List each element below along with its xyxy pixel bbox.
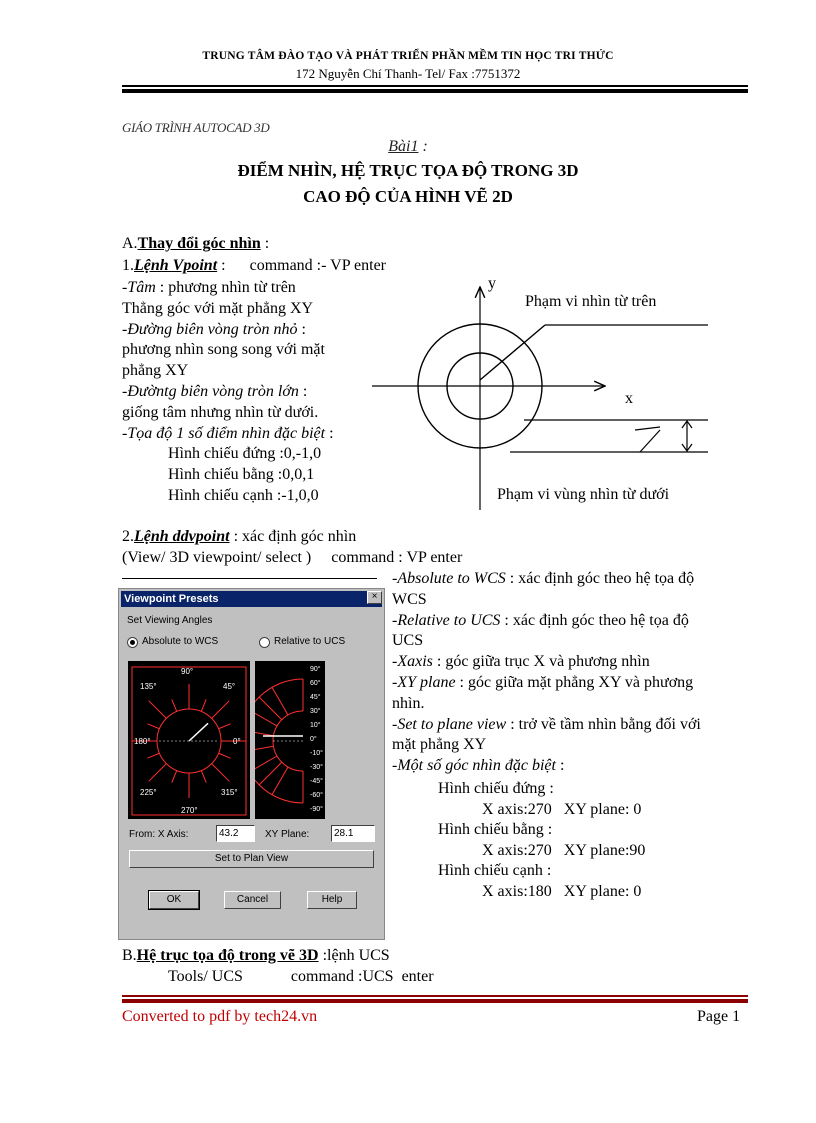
title-line-2: CAO ĐỘ CỦA HÌNH VẼ 2D <box>303 187 513 206</box>
top-range-label: Phạm vi nhìn từ trên <box>525 293 657 310</box>
angle-label: 270° <box>181 806 198 815</box>
angle-label: 45° <box>223 682 236 691</box>
help-button[interactable]: Help <box>307 891 357 909</box>
header-address: 172 Nguyễn Chí Thanh- Tel/ Fax :7751372 <box>295 66 521 81</box>
bottom-range-label: Phạm vi vùng nhìn từ dưới <box>497 486 670 503</box>
xy-plane-angle-picker[interactable] <box>255 661 325 819</box>
ddvpoint-text-line: -Absolute to WCS : xác định góc theo hệ tọa độ <box>392 570 695 587</box>
vpoint-text-line: -Đườntg biên vòng tròn lớn : <box>122 383 308 400</box>
x-label: x <box>625 390 633 407</box>
special-view-name: Hình chiếu đứng : <box>438 780 554 797</box>
ddvpoint-text-line: nhìn. <box>392 694 425 712</box>
x-axis-field[interactable]: 43.2 <box>216 825 255 842</box>
angle-label: 90° <box>181 667 194 676</box>
ddvpoint-text-line: -Set to plane view : trở về tầm nhìn bằng đối với <box>392 715 701 733</box>
header-rule <box>122 85 748 87</box>
angle-label: 0° <box>310 736 317 743</box>
course-title: GIÁO TRÌNH AUTOCAD 3D <box>122 120 270 135</box>
ddvpoint-text-line: -XY plane : góc giữa mặt phẳng XY và phương <box>392 674 694 691</box>
ucs-line: Tools/ UCS command :UCS enter <box>168 968 434 985</box>
ddvpoint-text-line: -Một số góc nhìn đặc biệt : <box>392 757 565 775</box>
angle-label: -30° <box>310 764 323 771</box>
vpoint-text-line: Thẳng góc với mặt phẳng XY <box>122 299 314 317</box>
angle-label: 180° <box>134 737 151 746</box>
close-icon[interactable]: × <box>367 591 382 604</box>
footer-rule-thick <box>122 999 748 1003</box>
ddvpoint-text-line: UCS <box>392 632 424 650</box>
xy-plane-label: XY Plane: <box>265 829 310 840</box>
radio-relative-label[interactable]: Relative to UCS <box>274 636 346 647</box>
vpoint-view-item: Hình chiếu cạnh :-1,0,0 <box>168 487 319 504</box>
angle-label: -60° <box>310 792 323 799</box>
angle-label: -10° <box>310 750 323 757</box>
pointer-line-bottom <box>635 427 660 430</box>
vpoint-text-line: -Đường biên vòng tròn nhỏ : <box>122 320 306 338</box>
viewpoint-presets-dialog <box>118 588 385 940</box>
footer-converted: Converted to pdf by tech24.vn <box>122 1008 318 1025</box>
group-label: Set Viewing Angles <box>127 615 213 626</box>
angle-label: -45° <box>310 778 323 785</box>
angle-label: 135° <box>140 682 157 691</box>
angle-label: 10° <box>310 722 321 729</box>
xy-plane-field[interactable]: 28.1 <box>331 825 375 842</box>
from-x-axis-label: From: X Axis: <box>129 829 189 840</box>
ddvpoint-text-line: -Xaxis : góc giữa trục X và phương nhìn <box>392 653 650 671</box>
vpoint-text-line: -Tâm : phương nhìn từ trên <box>122 279 296 296</box>
section-a-heading: A.Thay đổi góc nhìn : <box>122 235 270 252</box>
special-view-value: X axis:270 XY plane:90 <box>482 842 646 859</box>
ddvpoint-heading: 2.Lệnh ddvpoint : xác định góc nhìn <box>122 528 357 545</box>
set-to-plan-view-button[interactable]: Set to Plan View <box>129 850 374 868</box>
angle-label: 90° <box>310 666 321 673</box>
footer-page-number: Page 1 <box>697 1008 741 1025</box>
ok-button[interactable]: OK <box>149 891 199 909</box>
ddvpoint-text-line: -Relative to UCS : xác định góc theo hệ tọa độ <box>392 611 689 629</box>
special-view-value: X axis:270 XY plane: 0 <box>482 801 642 818</box>
footer-rule <box>122 995 748 997</box>
special-view-name: Hình chiếu cạnh : <box>438 862 552 879</box>
angle-label: 45° <box>310 694 321 701</box>
ddvpoint-menu-line: (View/ 3D viewpoint/ select ) command : VP enter <box>122 549 463 566</box>
special-view-name: Hình chiếu bằng : <box>438 821 553 838</box>
viewpoint-diagram <box>360 270 720 515</box>
vpoint-text-line: -Tọa độ 1 số điểm nhìn đặc biệt : <box>122 424 334 442</box>
vpoint-text-line: phẳng XY <box>122 362 189 380</box>
x-axis-angle-picker[interactable] <box>128 661 250 819</box>
x-axis-pointer <box>189 723 208 741</box>
title-line-1: ĐIỂM NHÌN, HỆ TRỤC TỌA ĐỘ TRONG 3D <box>237 161 579 180</box>
radio-relative-ucs[interactable] <box>259 637 270 648</box>
vpoint-view-item: Hình chiếu đứng :0,-1,0 <box>168 445 322 462</box>
header-org: TRUNG TÂM ĐÀO TẠO VÀ PHÁT TRIỂN PHẦN MỀM TIN HỌC TRI THỨC <box>202 50 614 62</box>
angle-label: -90° <box>310 806 323 813</box>
ddvpoint-text-line: WCS <box>392 590 427 608</box>
vpoint-heading: 1.Lệnh Vpoint : command :- VP enter <box>122 257 386 274</box>
angle-label: 315° <box>221 788 238 797</box>
y-label: y <box>488 275 496 292</box>
vpoint-text-line: giống tâm nhưng nhìn từ dưới. <box>122 403 319 421</box>
vpoint-view-item: Hình chiếu bằng :0,0,1 <box>168 466 315 483</box>
dialog-title: Viewpoint Presets <box>121 591 382 607</box>
lesson-label: Bài1 : <box>388 138 428 155</box>
vpoint-text-line: phương nhìn song song với mặt <box>122 341 325 359</box>
angle-label: 30° <box>310 708 321 715</box>
angle-label: 0° <box>233 737 241 746</box>
angle-label: 225° <box>140 788 157 797</box>
radio-absolute-wcs[interactable] <box>127 637 138 648</box>
radio-absolute-label[interactable]: Absolute to WCS <box>142 636 219 647</box>
cancel-button[interactable]: Cancel <box>224 891 281 909</box>
section-b-heading: B.Hệ trục tọa độ trong vẽ 3D :lệnh UCS <box>122 947 390 964</box>
ddvpoint-text-line: mặt phẳng XY <box>392 736 487 754</box>
special-view-value: X axis:180 XY plane: 0 <box>482 883 642 900</box>
header-rule-thick <box>122 89 748 93</box>
angle-label: 60° <box>310 680 321 687</box>
